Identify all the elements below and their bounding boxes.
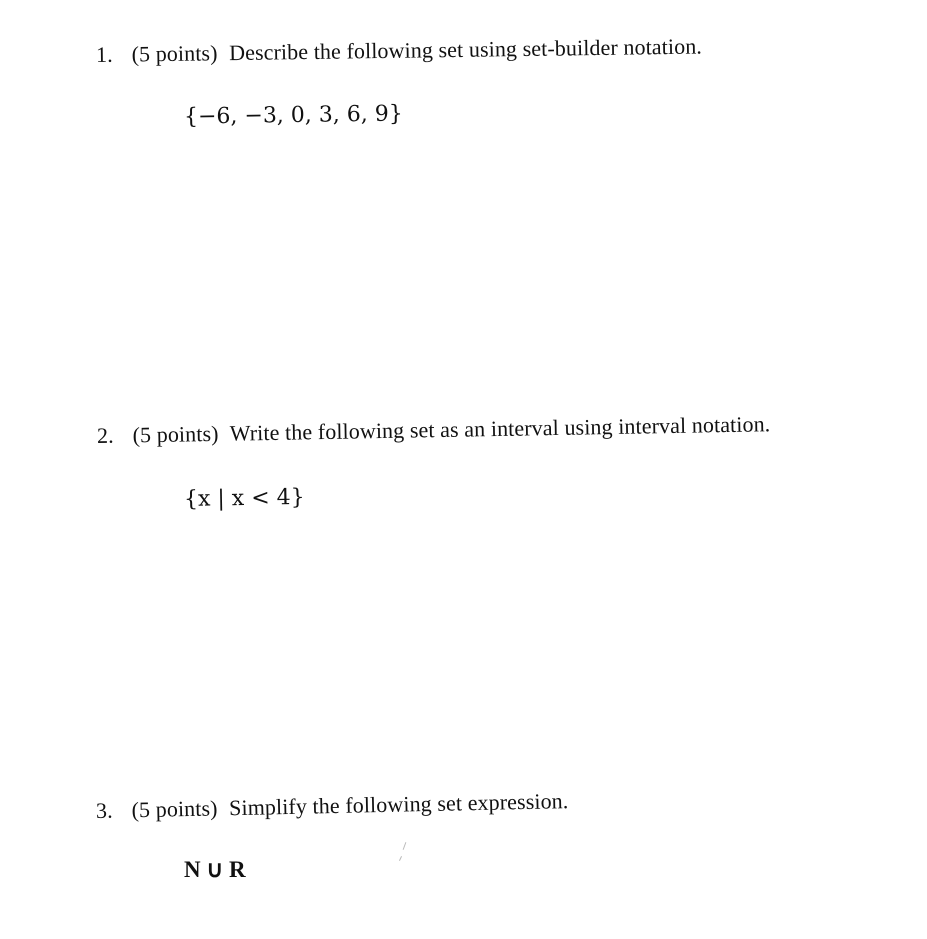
problem-1-number: 1. [95, 41, 113, 67]
problem-2-expression: {x | x < 4} [183, 484, 305, 513]
problem-3-number: 3. [95, 797, 113, 823]
problem-1-points: (5 points) [131, 40, 218, 67]
scan-speck [399, 856, 402, 861]
problem-1-heading [96, 34, 702, 68]
problem-2-points: (5 points) [132, 420, 219, 448]
problem-2-number: 2. [96, 422, 114, 448]
problem-3-points: (5 points) [131, 795, 218, 823]
problem-2-prompt: Write the following set as an interval using interval notation. [229, 411, 771, 446]
problem-3-prompt: Simplify the following set expression. [228, 788, 569, 821]
problem-2-heading [97, 411, 771, 449]
problem-3-heading [96, 788, 569, 824]
problem-1-prompt: Describe the following set using set-builder notation. [228, 33, 703, 66]
scan-speck [403, 842, 407, 850]
problem-1-expression: {−6, −3, 0, 3, 6, 9} [183, 101, 403, 130]
problem-3-expression: N ∪ R [184, 857, 246, 882]
